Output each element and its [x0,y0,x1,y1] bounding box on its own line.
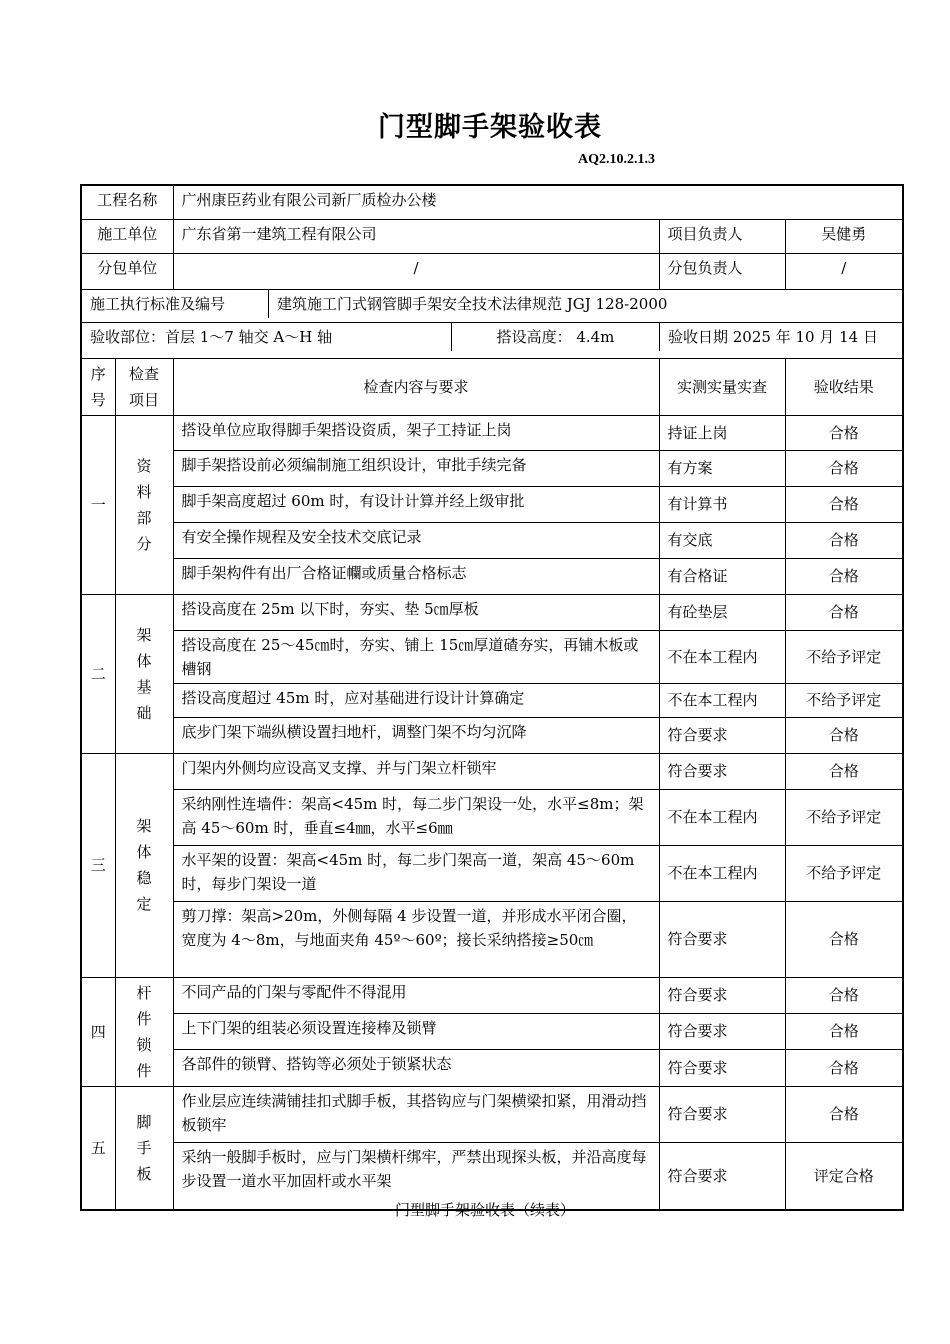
table-row [81,522,903,558]
measured-value: 有方案 [659,450,785,486]
result-value: 评定合格 [785,1142,903,1210]
result-value: 合格 [785,1013,903,1049]
result-value: 合格 [785,977,903,1013]
continuation-note: 门型脚手架验收表（续表） [394,1201,575,1219]
project-manager-value: 吴健勇 [785,219,903,253]
check-content: 采纳刚性连墙件：架高<45m 时，每二步门架设一处，水平≤8m；架高 45～60m 时，垂直≤4㎜，水平≤6㎜ [173,789,659,845]
result-value: 不给予评定 [785,683,903,717]
construction-unit-row [81,219,903,253]
standard-label: 施工执行标准及编号 [90,294,226,313]
table-row [81,558,903,594]
document-code: AQ2.10.2.1.3 [578,152,655,167]
project-name-label: 工程名称 [81,185,173,219]
result-value: 合格 [785,594,903,630]
measured-value: 有计算书 [659,486,785,522]
table-row [81,845,903,901]
result-value: 合格 [785,522,903,558]
measured-value: 符合要求 [659,901,785,977]
measured-value: 符合要求 [659,753,785,789]
check-content: 剪刀撑：架高>20m，外侧每隔 4 步设置一道，并形成水平闭合圈，宽度为 4～8m，与地面夹角 45º～60º；接长采纳搭接≥50㎝ [173,901,659,977]
measured-value: 不在本工程内 [659,630,785,683]
inspection-table [80,184,904,1211]
section-name: 架体基础 [115,594,173,753]
column-header-row [81,358,903,415]
measured-value: 有砼垫层 [659,594,785,630]
table-row [81,486,903,522]
location-row [81,322,903,358]
table-row [81,630,903,683]
subcontractor-label: 分包单位 [81,253,173,289]
table-row [81,415,903,450]
table-row [81,753,903,789]
result-value: 合格 [785,486,903,522]
result-value: 不给予评定 [785,630,903,683]
measured-value: 符合要求 [659,717,785,753]
section-seq: 五 [81,1086,115,1210]
table-row [81,594,903,630]
check-content: 搭设高度在 25～45㎝时，夯实、铺上 15㎝厚道碴夯实，再铺木板或槽钢 [173,630,659,683]
section-name: 脚手板 [115,1086,173,1210]
measured-value: 符合要求 [659,1142,785,1210]
measured-value: 有交底 [659,522,785,558]
section-name: 杆件锁件 [115,977,173,1086]
construction-unit-value: 广东省第一建筑工程有限公司 [173,219,659,253]
result-value: 合格 [785,901,903,977]
table-row [81,1013,903,1049]
section-name: 架体稳定 [115,753,173,977]
section-seq: 四 [81,977,115,1086]
document-title: 门型脚手架验收表 [378,112,602,143]
section-seq: 一 [81,415,115,594]
check-content: 上下门架的组装必须设置连接棒及锁臂 [173,1013,659,1049]
date-value: 验收日期 2025 年 10 月 14 日 [660,323,903,351]
height-value: 搭设高度： 4.4m [452,323,660,351]
section-seq: 三 [81,753,115,977]
table-row [81,1050,903,1086]
col-item: 检查项目 [115,358,173,415]
result-value: 合格 [785,1086,903,1142]
subcontractor-value: / [173,253,659,289]
measured-value: 符合要求 [659,977,785,1013]
result-value: 合格 [785,1050,903,1086]
col-result: 验收结果 [785,358,903,415]
subcontractor-row [81,253,903,289]
standard-row [81,289,903,322]
measured-value: 有合格证 [659,558,785,594]
table-row [81,683,903,717]
sub-manager-label: 分包负责人 [659,253,785,289]
section-name: 资料部分 [115,415,173,594]
check-content: 作业层应连续满铺挂扣式脚手板，其搭钩应与门架横梁扣紧，用滑动挡板锁牢 [173,1086,659,1142]
col-content: 检查内容与要求 [173,358,659,415]
table-row [81,901,903,977]
check-content: 各部件的锁臂、搭钩等必须处于锁紧状态 [173,1050,659,1086]
table-row [81,450,903,486]
check-content: 搭设高度超过 45m 时，应对基础进行设计计算确定 [173,683,659,717]
standard-value: 建筑施工门式钢管脚手架安全技术法律规范 JGJ 128-2000 [269,290,903,318]
table-row [81,1086,903,1142]
result-value: 合格 [785,558,903,594]
col-seq: 序号 [81,358,115,415]
measured-value: 不在本工程内 [659,789,785,845]
sub-manager-value: / [785,253,903,289]
measured-value: 符合要求 [659,1086,785,1142]
check-content: 门架内外侧均应设高叉支撑、并与门架立杆锁牢 [173,753,659,789]
check-content: 脚手架构件有出厂合格证幱或质量合格标志 [173,558,659,594]
check-content: 有安全操作规程及安全技术交底记录 [173,522,659,558]
check-content: 水平架的设置：架高<45m 时，每二步门架高一道，架高 45～60m 时，每步门架设一道 [173,845,659,901]
result-value: 不给予评定 [785,789,903,845]
table-row [81,717,903,753]
location-value: 验收部位：首层 1～7 轴交 A～H 轴 [90,327,333,346]
construction-unit-label: 施工单位 [81,219,173,253]
project-name-row [81,185,903,219]
measured-value: 持证上岗 [659,415,785,450]
measured-value: 不在本工程内 [659,845,785,901]
result-value: 合格 [785,753,903,789]
check-content: 搭设高度在 25m 以下时，夯实、垫 5㎝厚板 [173,594,659,630]
check-content: 采纳一般脚手板时，应与门架横杆绑牢，严禁出现探头板，并沿高度每步设置一道水平加固杆或水平架 [173,1142,659,1210]
result-value: 合格 [785,450,903,486]
col-measured: 实测实量实查 [659,358,785,415]
check-content: 脚手架高度超过 60m 时，有设计计算并经上级审批 [173,486,659,522]
table-row [81,789,903,845]
result-value: 合格 [785,415,903,450]
section-seq: 二 [81,594,115,753]
check-content: 不同产品的门架与零配件不得混用 [173,977,659,1013]
project-name-value: 广州康臣药业有限公司新厂质检办公楼 [173,185,903,219]
result-value: 合格 [785,717,903,753]
project-manager-label: 项目负责人 [659,219,785,253]
check-content: 脚手架搭设前必须编制施工组织设计，审批手续完备 [173,450,659,486]
table-row [81,977,903,1013]
measured-value: 符合要求 [659,1050,785,1086]
measured-value: 符合要求 [659,1013,785,1049]
check-content: 底步门架下端纵横设置扫地杆，调整门架不均匀沉降 [173,717,659,753]
check-content: 搭设单位应取得脚手架搭设资质，架子工持证上岗 [173,415,659,450]
measured-value: 不在本工程内 [659,683,785,717]
result-value: 不给予评定 [785,845,903,901]
